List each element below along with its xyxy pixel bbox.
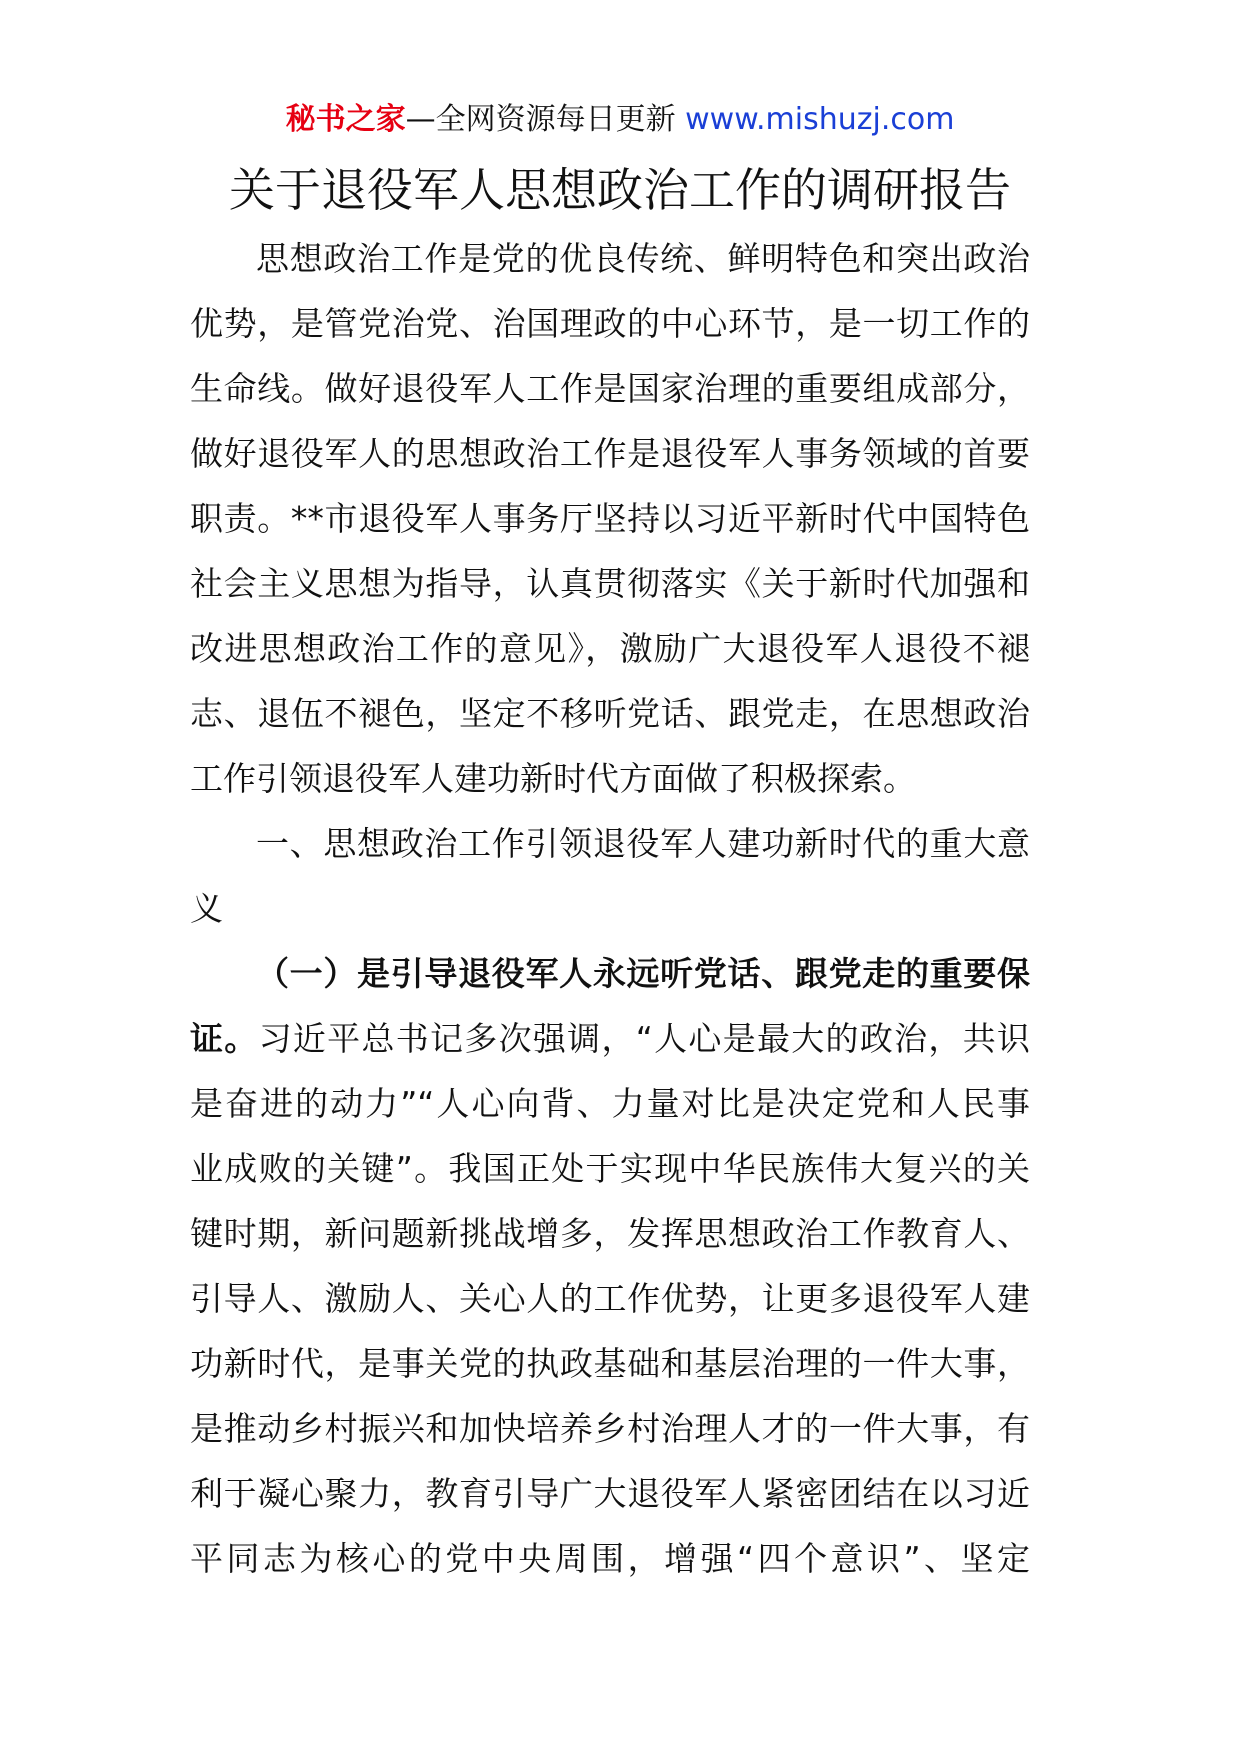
paragraph-line: 职责。**市退役军人事务厅坚持以习近平新时代中国特色 <box>190 499 1030 538</box>
site-slogan: —全网资源每日更新 <box>405 102 676 137</box>
paragraph-line: 平同志为核心的党中央周围，增强“四个意识”、坚定 <box>190 1539 1030 1578</box>
paragraph-line: 做好退役军人的思想政治工作是退役军人事务领域的首要 <box>190 434 1030 473</box>
section-heading-line: 义 <box>190 889 223 928</box>
subsection-heading-end: 证。 <box>190 1019 259 1058</box>
document-body <box>190 226 1030 1591</box>
paragraph-line: 功新时代，是事关党的执政基础和基层治理的一件大事， <box>190 1344 1030 1383</box>
document-title: 关于退役军人思想政治工作的调研报告 <box>229 163 1011 217</box>
paragraph-line: 改进思想政治工作的意见》，激励广大退役军人退役不褪 <box>190 629 1030 668</box>
subsection-heading: （一）是引导退役军人永远听党话、跟党走的重要保 <box>256 954 1030 993</box>
site-brand: 秘书之家 <box>285 102 406 137</box>
paragraph-line: 是推动乡村振兴和加快培养乡村治理人才的一件大事，有 <box>190 1409 1030 1448</box>
site-url-link[interactable]: www.mishuzj.com <box>685 102 955 137</box>
paragraph-line: 是奋进的动力”“人心向背、力量对比是决定党和人民事 <box>190 1084 1030 1123</box>
paragraph-line: 优势，是管党治党、治国理政的中心环节，是一切工作的 <box>190 304 1030 343</box>
paragraph-line: 社会主义思想为指导，认真贯彻落实《关于新时代加强和 <box>190 564 1030 603</box>
paragraph-line: 键时期，新问题新挑战增多，发挥思想政治工作教育人、 <box>190 1214 1030 1253</box>
site-header <box>0 100 1240 140</box>
paragraph-line: 生命线。做好退役军人工作是国家治理的重要组成部分， <box>190 369 1030 408</box>
paragraph-line: 利于凝心聚力，教育引导广大退役军人紧密团结在以习近 <box>190 1474 1030 1513</box>
paragraph-line: 业成败的关键”。我国正处于实现中华民族伟大复兴的关 <box>190 1149 1030 1188</box>
paragraph-line: 工作引领退役军人建功新时代方面做了积极探索。 <box>190 759 916 798</box>
section-heading-line: 一、思想政治工作引领退役军人建功新时代的重大意 <box>256 824 1030 863</box>
paragraph-line: 志、退伍不褪色，坚定不移听党话、跟党走，在思想政治 <box>190 694 1030 733</box>
paragraph-line-text: 习近平总书记多次强调，“人心是最大的政治，共识 <box>258 1019 1030 1058</box>
paragraph-line: 思想政治工作是党的优良传统、鲜明特色和突出政治 <box>256 239 1030 278</box>
paragraph-line <box>190 1006 1030 1071</box>
paragraph-line: 引导人、激励人、关心人的工作优势，让更多退役军人建 <box>190 1279 1030 1318</box>
